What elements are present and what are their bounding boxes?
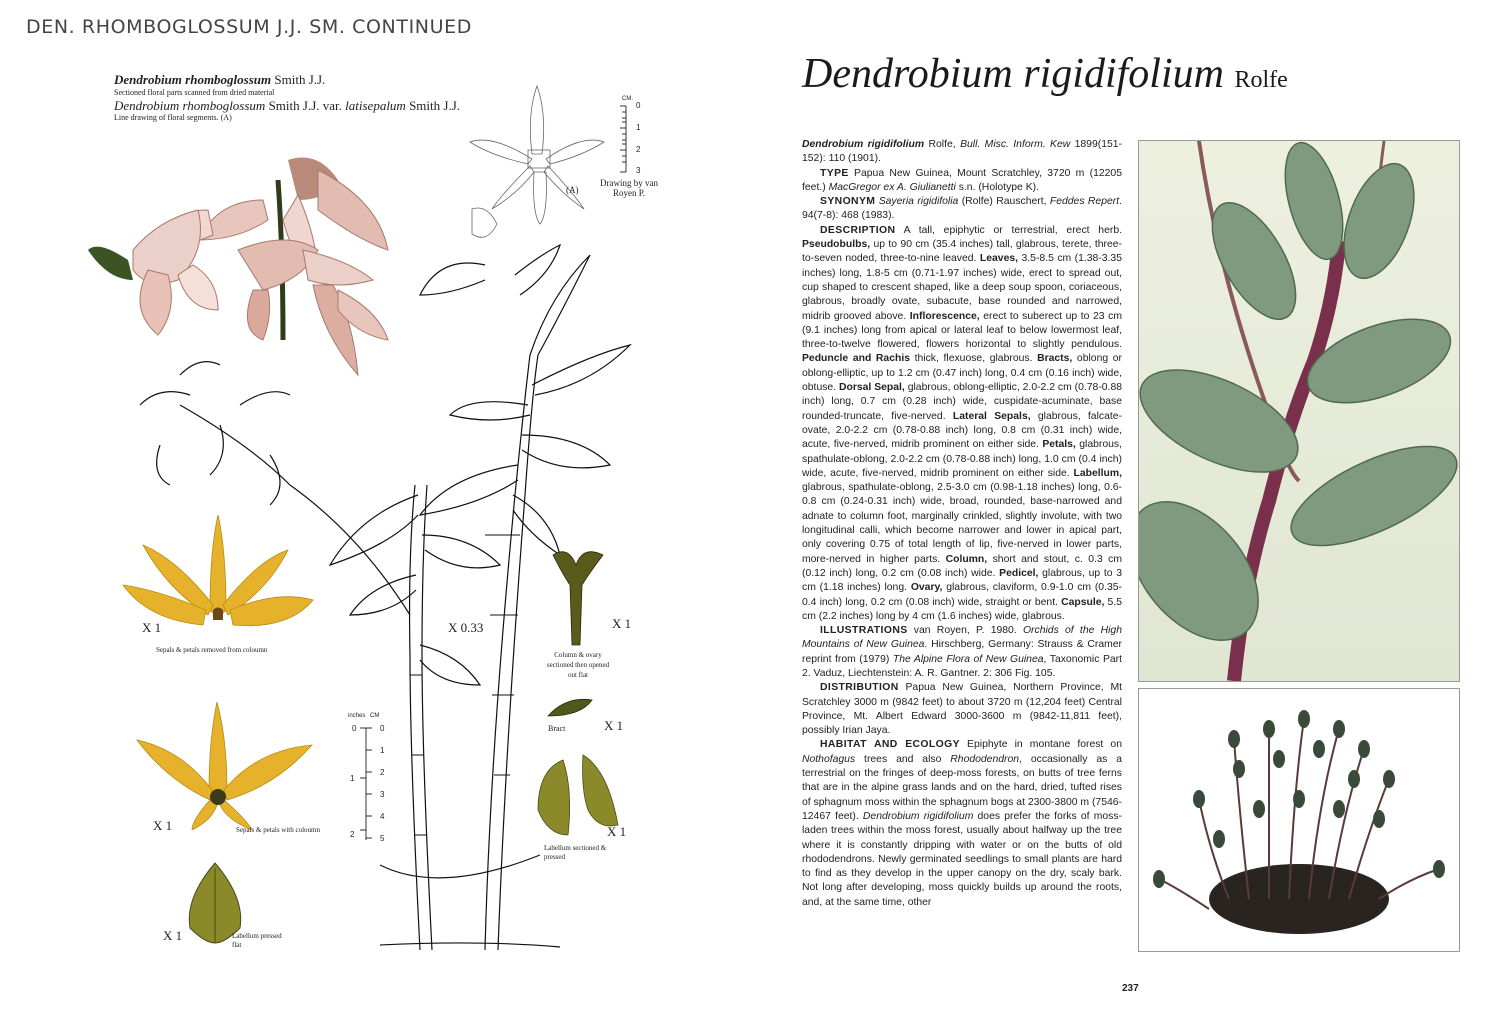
illustrations-paragraph — [802, 624, 1122, 681]
whole-plant-photo-image — [1139, 689, 1459, 951]
citation-paragraph — [802, 138, 1122, 167]
bottom-ruler-cm-0: 0 — [380, 724, 385, 733]
description-text-14: 5.5 cm (2.2 inches) long by 4 cm (1.6 inches) wide, glabrous. — [802, 596, 1122, 622]
term-lateral-sepals: Lateral Sepals, — [952, 410, 1031, 422]
running-head: DEN. RHOMBOGLOSSUM J.J. SM. CONTINUED — [26, 16, 472, 38]
column-ovary-illustration — [548, 545, 608, 650]
synonym-heading: SYNONYM — [820, 196, 876, 208]
synonym-volume: . 94(7-8): 468 (1983). — [802, 196, 1122, 222]
bottom-ruler-inch-0: 0 — [352, 724, 357, 733]
species-title — [802, 50, 1288, 98]
description-text-2: up to 90 cm (35.4 inches) tall, glabrous, terete, three-to-seven noded, three-to-nine leaved. — [802, 239, 1122, 265]
distribution-paragraph — [802, 681, 1122, 738]
description-text-6: oblong or oblong-elliptic, up to 1.2 cm (0.47 inch) long, 0.4 cm (0.16 inch) wide, obtuse. — [802, 353, 1123, 394]
bottom-ruler-inch-1: 1 — [350, 774, 355, 783]
term-dorsal-sepal: Dorsal Sepal, — [838, 382, 905, 394]
drawing-label-a: (A) — [566, 185, 579, 195]
synonym-name: Sayeria rigidifolia — [875, 196, 959, 208]
stem-leaves-photo-image — [1139, 141, 1459, 681]
habitat-nothofagus: Nothofagus — [802, 753, 856, 765]
floral-segments-line-drawing — [462, 84, 612, 254]
top-cm-ruler — [616, 96, 646, 176]
species-title-author: Rolfe — [1234, 67, 1288, 93]
type-heading: TYPE — [820, 167, 849, 179]
type-text: Papua New Guinea, Mount Scratchley, 3720 m (12205 feet.) — [802, 167, 1122, 193]
synonym-author: (Rolfe) Rauschert, — [958, 196, 1050, 208]
term-pseudobulbs: Pseudobulbs, — [802, 239, 871, 251]
illustrations-text-2: . Hirschberg, Germany: Strauss & Cramer reprint from (1979) — [802, 639, 1122, 665]
caption-variety-species: Dendrobium rhomboglossum — [114, 98, 266, 113]
caption-variety-line — [114, 98, 460, 114]
description-paragraph — [802, 224, 1122, 624]
bottom-ruler-unit-cm: CM — [370, 713, 380, 719]
term-pedicel: Pedicel, — [999, 567, 1039, 579]
habitat-text-2: trees and also — [855, 753, 951, 765]
scale-label-labellum-flat: X 1 — [163, 928, 183, 943]
term-leaves: Leaves, — [979, 253, 1019, 265]
caption-author: Smith J.J. — [271, 72, 326, 87]
synonym-paragraph — [802, 195, 1122, 224]
term-labellum: Labellum, — [1073, 467, 1122, 479]
distribution-heading: DISTRIBUTION — [820, 682, 899, 694]
citation-volume: 1899(151-152): 110 (1901). — [802, 139, 1122, 165]
term-bracts: Bracts, — [1037, 353, 1073, 365]
citation-species: Dendrobium rigidifolium — [802, 139, 925, 150]
top-ruler-tick-3: 3 — [636, 166, 641, 175]
scale-label-labellum-sectioned: X 1 — [607, 824, 627, 839]
description-text-9: glabrous, spathulate-oblong, 2.0-2.2 cm (0.78-0.88 inch) long, 1.0 cm (0.4 inch) wide, acute, five-nerved, midrib prominent on either side. — [802, 439, 1122, 479]
citation-journal: Bull. Misc. Inform. Kew — [960, 139, 1071, 150]
description-text-7: glabrous, oblong-elliptic, 2.0-2.2 cm (0.78-0.88 inch) long, 0.7 cm (0.28 inch) wide, cuspidate-acuminate, base rounded-truncate, five-nerved. — [802, 382, 1122, 422]
stem-leaves-photo — [1138, 140, 1460, 682]
bottom-ruler-cm-1: 1 — [380, 746, 385, 755]
description-text-10: glabrous, spathulate-oblong, 2.5-3.0 cm (0.98-1.18 inches) long, 0.6-0.8 cm (0.24-0.31 inch) wide, broad, rounded, base-narrowed and adnate to column foot, marginally crinkled, slightly involute, with two longitudinal calli, which become narrower and lower in apical part, only covering 0.75 of total length of lip, five-nerved in lower parts, more-nerved in higher parts. — [802, 482, 1122, 565]
caption-column-ovary: Column & ovary sectioned then opened out flat — [546, 651, 610, 679]
drawing-credit: Drawing by van Royen P. — [600, 178, 658, 198]
type-end: s.n. (Holotype K). — [955, 181, 1039, 193]
caption-labellum-flat: Labellum pressed flat — [232, 932, 282, 949]
term-ovary: Ovary, — [910, 582, 943, 594]
caption-sectioned-note: Sectioned floral parts scanned from dried material — [114, 88, 275, 97]
top-ruler-tick-2: 2 — [636, 145, 641, 154]
top-ruler-unit: CM. — [622, 96, 633, 102]
bottom-ruler-cm-3: 3 — [380, 790, 385, 799]
description-text-11: short and stout, c. 0.3 cm (0.12 inch) long, 0.2 cm (0.08 inch) wide. — [802, 553, 1122, 579]
distribution-text: Papua New Guinea, Northern Province, Mt Scratchley 3000 m (9842 feet) to about 3720 m (12,204 feet) Central Province, Mt. Albert Edward 3000-3600 m (9842-11,811 feet), possibly Irian Jaya. — [802, 682, 1122, 737]
scale-label-bract: X 1 — [604, 718, 624, 733]
caption-sepals-with-column: Sepals & petals with coloumn — [236, 826, 320, 834]
bottom-ruler-cm-4: 4 — [380, 812, 385, 821]
habitat-species: Dendrobium rigidifolium — [862, 810, 974, 822]
illustrations-book-title-2: The Alpine Flora of New Guinea — [892, 653, 1044, 665]
caption-species-name: Dendrobium rhomboglossum — [114, 72, 272, 87]
illustrations-book-title: Orchids of the High Mountains of New Guinea — [802, 625, 1122, 651]
page-number: 237 — [1122, 983, 1139, 994]
habitat-text-4: does prefer the forks of moss-laden trees within the moss forest, usually about halfway up the tree where it is constantly dripping with water or on the butts of old rhododendrons. Newly germinated seedlings to small plants are hard to find as they develop in the upper canopy on the dry, scaly bark. Not long after developing, moss quickly builds up around the roots, and, at the same time, other — [802, 810, 1122, 908]
top-ruler-tick-1: 1 — [636, 123, 641, 132]
term-column: Column, — [945, 553, 988, 565]
synonym-journal: Feddes Repert — [1049, 196, 1120, 208]
species-description-text — [802, 138, 1122, 910]
caption-labellum-sectioned: Labellum sectioned & pressed — [544, 844, 607, 861]
term-inflorescence: Inflorescence, — [909, 310, 980, 322]
scale-label-sepals-column: X 1 — [153, 818, 173, 833]
description-text-5: thick, flexuose, glabrous. — [910, 353, 1038, 365]
species-title-name: Dendrobium rigidifolium — [802, 51, 1224, 97]
description-text-4: erect to suberect up to 23 cm (9.1 inches) long from apical or lateral leaf to below lowermost leaf, three-to-twelve flowered, flowers horizontal to slightly pendulous. — [802, 310, 1122, 351]
description-text-3: 3.5-8.5 cm (1.38-3.35 inches) long, 1.8-5 cm (0.71-1.97 inches) wide, erect to spread out, cup shaped to crescent shaped, like a deep soup spoon, coriaceous, glabrous, broadly ovate, subacute, base rounded and narrowed, midrib grooved above. — [802, 253, 1122, 322]
citation-author: Rolfe, — [924, 139, 961, 150]
illustrations-heading: ILLUSTRATIONS — [820, 625, 908, 637]
top-ruler-tick-0: 0 — [636, 101, 641, 110]
type-collector: MacGregor ex A. Giulianetti — [828, 181, 956, 193]
scale-label-x033: X 0.33 — [448, 620, 484, 635]
caption-variety-author2: Smith J.J. — [405, 98, 461, 113]
bottom-ruler-inch-2: 2 — [350, 830, 355, 839]
habitat-rhododendron: Rhododendron — [950, 753, 1020, 765]
description-text-8: glabrous, falcate-ovate, 2.0-2.2 cm (0.78-0.88 inch) long, 0.8 cm (0.31 inch) wide, acute, five-nerved, midrib prominent on either side. — [802, 410, 1122, 451]
habitat-text-1: Epiphyte in montane forest on — [959, 739, 1122, 751]
illustrations-text-1: van Royen, P. 1980. — [907, 625, 1023, 637]
habitat-heading: HABITAT AND ECOLOGY — [820, 739, 960, 751]
sepals-with-column-illustration — [132, 700, 322, 830]
whole-plant-photo — [1138, 688, 1460, 952]
description-text-13: glabrous, claviform, 0.9-1.0 cm (0.35-0.4 inch) long, 0.2 cm (0.08 inch) wide, straight or bent. — [802, 582, 1122, 608]
description-text-12: glabrous, up to 3 cm (1.18 inches) long. — [802, 567, 1122, 594]
caption-variety-epithet: latisepalum — [345, 98, 406, 113]
habitat-text-3: , occasionally as a terrestrial on the fringes of deep-moss forests, on butts of tree ferns that are in the alpine grass lands and on the hard, dried, tufted rises of sphagnum moss within the sphagnum bogs at 2300-3800 m (7546-12467 feet). — [802, 753, 1123, 822]
scale-label-column: X 1 — [612, 616, 632, 631]
bottom-ruler-cm-2: 2 — [380, 768, 385, 777]
description-heading: DESCRIPTION — [820, 224, 896, 236]
term-peduncle: Peduncle and Rachis — [802, 353, 910, 365]
term-capsule: Capsule, — [1061, 596, 1105, 608]
bottom-ruler-cm-5: 5 — [380, 834, 385, 843]
caption-species-line — [114, 72, 325, 88]
habitat-paragraph — [802, 738, 1122, 910]
bottom-ruler-unit-inches: inches — [348, 713, 366, 719]
description-text-1: A tall, epiphytic or terrestrial, erect herb. — [895, 224, 1122, 236]
bract-illustration — [546, 694, 596, 724]
caption-line-drawing-note: Line drawing of floral segments. (A) — [114, 113, 232, 122]
caption-bract: Bract — [548, 724, 566, 733]
caption-sepals-removed: Sepals & petals removed from coloumn — [156, 646, 268, 654]
illustrations-text-3: , Taxonomic Part 2. Vaduz, Liechtenstein: A. R. Gantner. 2: 306 Fig. 105. — [802, 653, 1123, 679]
scale-label-sepals-removed: X 1 — [142, 620, 162, 635]
term-petals: Petals, — [1042, 439, 1076, 451]
caption-variety-author: Smith J.J. var. — [265, 98, 346, 113]
type-paragraph — [802, 167, 1122, 196]
